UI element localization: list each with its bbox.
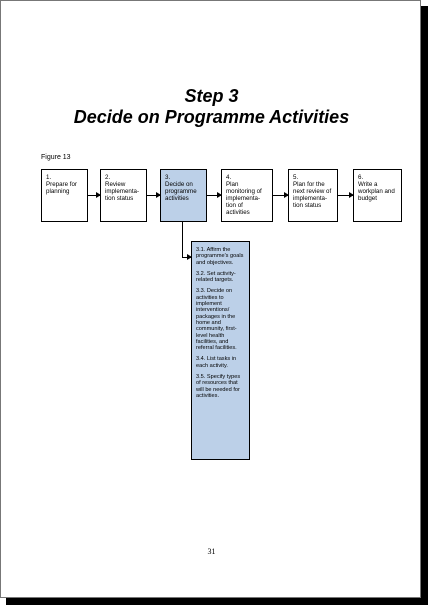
step-text: Write a workplan and budget xyxy=(358,181,395,202)
step-box-3-active xyxy=(160,169,207,222)
step-text: Plan monitoring of implementa-tion of activities xyxy=(226,181,262,216)
flow-arrow xyxy=(88,195,100,196)
flow-arrow xyxy=(273,195,288,196)
flow-arrow xyxy=(147,195,160,196)
step-number: 2. xyxy=(105,174,111,181)
step-text: Prepare for planning xyxy=(46,181,77,195)
step-title: Step 3 xyxy=(184,86,239,106)
substeps-box xyxy=(191,241,250,460)
step-box-4 xyxy=(221,169,273,222)
step-box-6 xyxy=(353,169,402,222)
substep-item: 3.5. Specify types of resources that will be needed for activities. xyxy=(196,374,241,399)
step-box-5 xyxy=(288,169,338,222)
substep-item: 3.3. Decide on activities to implement interventions/ packages in the home and community, first-level health facilities, and referral facilities. xyxy=(196,288,237,352)
step-subtitle: Decide on Programme Activities xyxy=(73,107,350,127)
page-shadow-bottom xyxy=(6,598,428,605)
flow-arrow xyxy=(207,195,221,196)
step-text: Plan for the next review of implementa-tion status xyxy=(293,181,332,209)
flow-arrow xyxy=(338,195,353,196)
step-text: Review implementa-tion status xyxy=(105,181,140,202)
page-shadow-right xyxy=(421,6,428,604)
step-number: 5. xyxy=(293,174,299,181)
step-number: 3. xyxy=(165,174,171,181)
step-number: 1. xyxy=(46,174,52,181)
step-text: Decide on programme activities xyxy=(165,181,197,202)
step-box-1 xyxy=(41,169,88,222)
page-number: 31 xyxy=(207,547,216,556)
substep-item: 3.1. Affirm the programme's goals and objectives. xyxy=(196,247,244,266)
step-number: 6. xyxy=(358,174,364,181)
step-number: 4. xyxy=(226,174,232,181)
substep-item: 3.4. List tasks in each activity. xyxy=(196,356,237,369)
step-box-2 xyxy=(100,169,147,222)
figure-label: Figure 13 xyxy=(41,154,71,161)
connector-line xyxy=(182,222,183,258)
connector-arrow xyxy=(182,257,191,258)
substep-item: 3.2. Set activity-related targets. xyxy=(196,270,236,284)
